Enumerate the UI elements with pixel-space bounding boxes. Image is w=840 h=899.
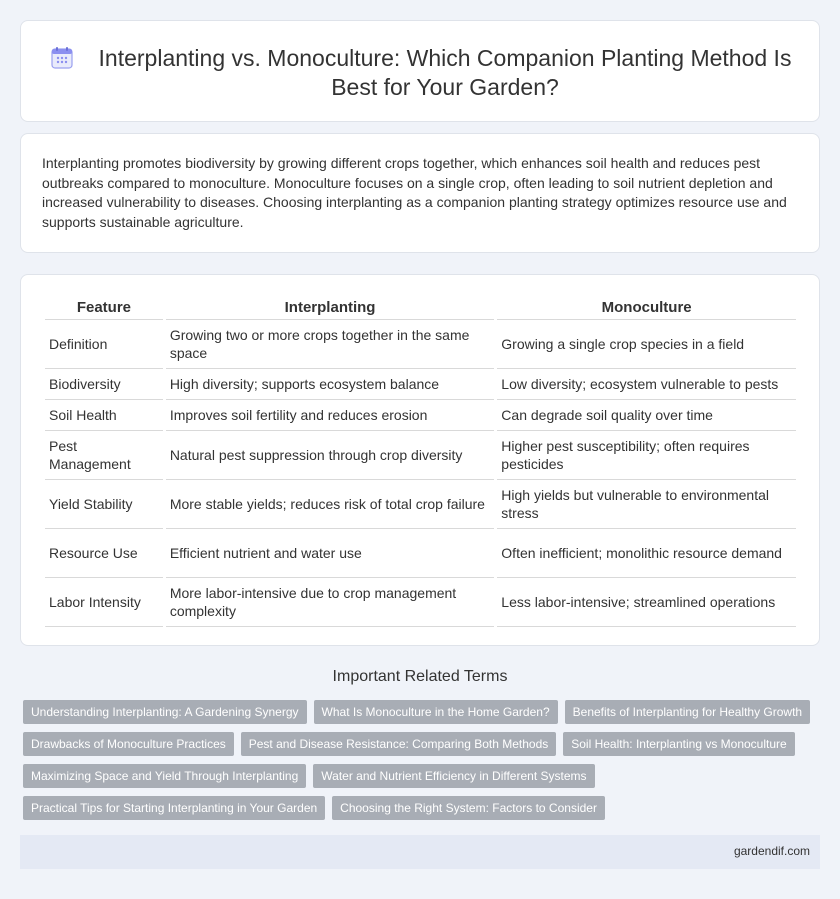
feature-cell: Definition	[45, 320, 163, 369]
related-term-link[interactable]: Benefits of Interplanting for Healthy Growth	[565, 700, 810, 724]
intro-paragraph: Interplanting promotes biodiversity by growing different crops together, which enhances soil health and reduces pest outbreaks compared to monoculture. Monoculture focuses on a single crop, often leading to soil nutrient depletion and increased vulnerability to diseases. Choosing interplanting as a companion planting strategy optimizes resource use and supports sustainable agriculture.	[42, 155, 787, 230]
header-monoculture: Monoculture	[497, 296, 796, 320]
related-term-link[interactable]: What Is Monoculture in the Home Garden?	[314, 700, 558, 724]
interplanting-cell: High diversity; supports ecosystem balance	[166, 369, 494, 400]
table-row	[45, 529, 796, 578]
monoculture-cell: Higher pest susceptibility; often requires pesticides	[497, 431, 796, 480]
table-row	[45, 431, 796, 480]
feature-cell: Yield Stability	[45, 480, 163, 529]
monoculture-cell: Growing a single crop species in a field	[497, 320, 796, 369]
feature-cell: Soil Health	[45, 400, 163, 431]
table-row	[45, 578, 796, 627]
interplanting-cell: Improves soil fertility and reduces erosion	[166, 400, 494, 431]
page-title: Interplanting vs. Monoculture: Which Companion Planting Method Is Best for Your Garden?	[98, 45, 792, 100]
related-term-link[interactable]: Drawbacks of Monoculture Practices	[23, 732, 234, 756]
feature-cell: Pest Management	[45, 431, 163, 480]
comparison-table	[42, 296, 799, 627]
monoculture-cell: Often inefficient; monolithic resource demand	[497, 529, 796, 578]
table-row	[45, 480, 796, 529]
related-term-link[interactable]: Understanding Interplanting: A Gardening Synergy	[23, 700, 307, 724]
monoculture-cell: Can degrade soil quality over time	[497, 400, 796, 431]
table-row	[45, 320, 796, 369]
header-card	[20, 20, 820, 122]
table-header-row	[45, 296, 796, 320]
interplanting-cell: Growing two or more crops together in the same space	[166, 320, 494, 369]
interplanting-cell: Efficient nutrient and water use	[166, 529, 494, 578]
monoculture-cell: Low diversity; ecosystem vulnerable to pests	[497, 369, 796, 400]
footer	[20, 835, 820, 869]
header-interplanting: Interplanting	[166, 296, 494, 320]
interplanting-cell: Natural pest suppression through crop diversity	[166, 431, 494, 480]
calendar-icon	[50, 46, 74, 70]
header-feature: Feature	[45, 296, 163, 320]
related-term-link[interactable]: Soil Health: Interplanting vs Monoculture	[563, 732, 794, 756]
related-term-link[interactable]: Choosing the Right System: Factors to Consider	[332, 796, 605, 820]
feature-cell: Resource Use	[45, 529, 163, 578]
related-terms-title: Important Related Terms	[332, 668, 508, 685]
related-term-link[interactable]: Pest and Disease Resistance: Comparing Both Methods	[241, 732, 557, 756]
comparison-table-card	[20, 274, 820, 646]
feature-cell: Biodiversity	[45, 369, 163, 400]
interplanting-cell: More stable yields; reduces risk of total crop failure	[166, 480, 494, 529]
intro-card	[20, 133, 820, 253]
table-row	[45, 400, 796, 431]
monoculture-cell: Less labor-intensive; streamlined operations	[497, 578, 796, 627]
related-term-link[interactable]: Water and Nutrient Efficiency in Different Systems	[313, 764, 594, 788]
table-row	[45, 369, 796, 400]
monoculture-cell: High yields but vulnerable to environmental stress	[497, 480, 796, 529]
related-term-link[interactable]: Practical Tips for Starting Interplanting in Your Garden	[23, 796, 325, 820]
related-terms-list	[23, 700, 823, 820]
related-term-link[interactable]: Maximizing Space and Yield Through Interplanting	[23, 764, 306, 788]
interplanting-cell: More labor-intensive due to crop management complexity	[166, 578, 494, 627]
feature-cell: Labor Intensity	[45, 578, 163, 627]
footer-site-link[interactable]: gardendif.com	[733, 844, 810, 858]
